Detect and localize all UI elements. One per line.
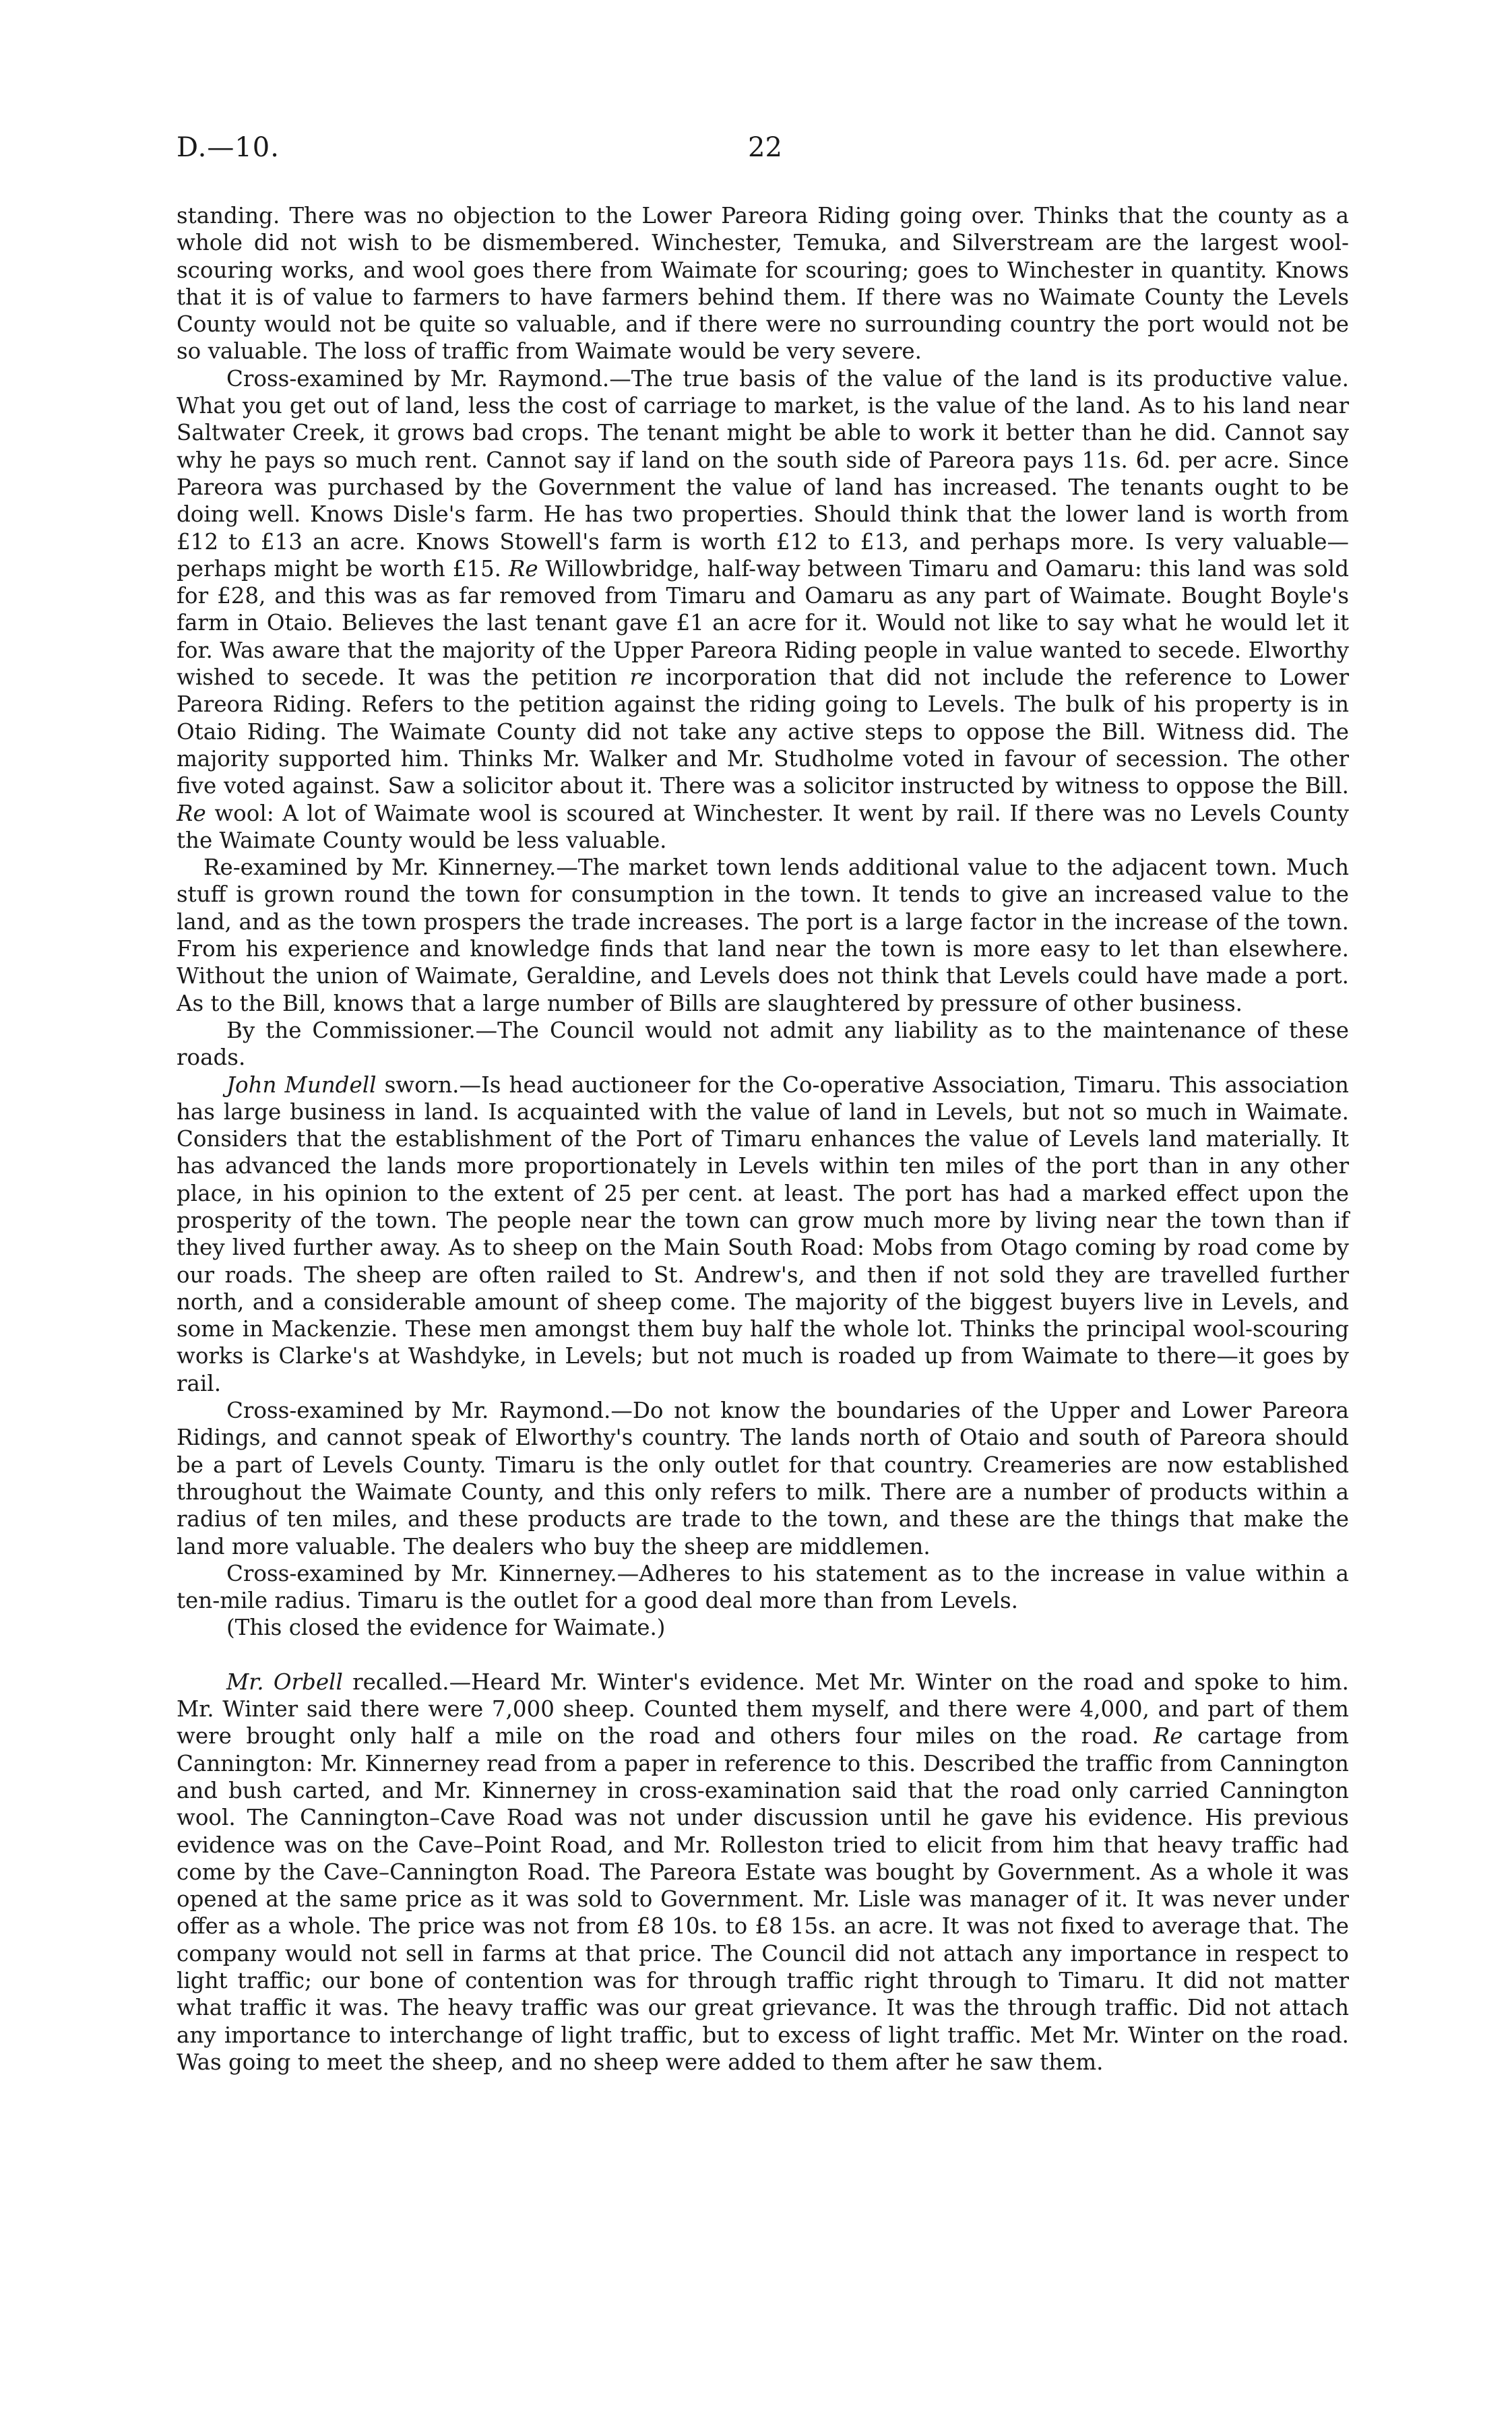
body-text [177, 202, 1349, 2076]
page-header [177, 132, 1356, 173]
italic-text: John Mundell [226, 1072, 377, 1098]
paragraph [177, 202, 1349, 365]
paragraph [177, 1072, 1349, 1398]
text-run: Cross-examined by Mr. Kinnerney.—Adheres to his statement as to the increase in value within a ten-mile radius. Timaru is the outlet for a good deal more than from Levels. [177, 1560, 1349, 1614]
text-run: (This closed the evidence for Waimate.) [226, 1615, 666, 1641]
document-code: D.—10. [177, 132, 280, 163]
italic-text: Re [177, 800, 206, 826]
text-run: cartage from Cannington: Mr. Kinnerney read from a paper in reference to this. Described the traffic from Cannington and bush carted, and Mr. Kinnerney in cross-examination said that the road only carried Cannington wool. The Cannington–Cave Road was not under discussion until he gave his evidence. His previous evidence was on the Cave–Point Road, and Mr. Rolleston tried to elicit from him that heavy traffic had come by the Cave–Cannington Road. The Pareora Estate was bought by Government. As a whole it was opened at the same price as it was sold to Government. Mr. Lisle was manager of it. It was never under offer as a whole. The price was not from £8 10s. to £8 15s. an acre. It was not fixed to average that. The company would not sell in farms at that price. The Council did not attach any importance in respect to light traffic; our bone of contention was for through traffic right through to Timaru. It did not matter what traffic it was. The heavy traffic was our great grievance. It was the through traffic. Did not attach any importance to interchange of light traffic, but to excess of light traffic. Met Mr. Winter on the road. Was going to meet the sheep, and no sheep were added to them after he saw them. [177, 1723, 1349, 2075]
italic-text: Re [1153, 1723, 1183, 1749]
paragraph [177, 1560, 1349, 1615]
text-run: wool: A lot of Waimate wool is scoured at Winchester. It went by rail. If there was no Levels County the Waimate County would be less valuable. [177, 800, 1349, 853]
text-run: recalled.—Heard Mr. Winter's evidence. Met Mr. Winter on the road and spoke to him. Mr. Winter said there were 7,000 sheep. Counted them myself, and there were 4,000, and part of them were brought only half a mile on the road and others four miles on the road. [177, 1669, 1349, 1749]
italic-text: re [629, 664, 654, 691]
paragraph [177, 365, 1349, 854]
paragraph [177, 1614, 1349, 1641]
text-run: Cross-examined by Mr. Raymond.—The true basis of the value of the land is its productive value. What you get out of land, less the cost of carriage to market, is the value of the land. As to his land near Saltwater Creek, it grows bad crops. The tenant might be able to work it better than he did. Cannot say why he pays so much rent. Cannot say if land on the south side of Pareora pays 11s. 6d. per acre. Since Pareora was purchased by the Government the value of land has increased. The tenants ought to be doing well. Knows Disle's farm. He has two properties. Should think that the lower land is worth from £12 to £13 an acre. Knows Stowell's farm is worth £12 to £13, and perhaps more. Is very valuable—perhaps might be worth £15. [177, 365, 1349, 582]
page-number: 22 [748, 132, 782, 163]
text-run: sworn.—Is head auctioneer for the Co-operative Association, Timaru. This association has large business in land. Is acquainted with the value of land in Levels, but not so much in Waimate. Considers that the establishment of the Port of Timaru enhances the value of Levels land materially. It has advanced the lands more proportionately in Levels within ten miles of the port than in any other place, in his opinion to the extent of 25 per cent. at least. The port has had a marked effect upon the prosperity of the town. The people near the town can grow much more by living near the town than if they lived further away. As to sheep on the Main South Road: Mobs from Otago coming by road come by our roads. The sheep are often railed to St. Andrew's, and then if not sold they are travelled further north, and a considerable amount of sheep come. The majority of the biggest buyers live in Levels, and some in Mackenzie. These men amongst them buy half the whole lot. Thinks the principal wool-scouring works is Clarke's at Washdyke, in Levels; but not much is roaded up from Waimate to there—it goes by rail. [177, 1072, 1349, 1396]
text-run: standing. There was no objection to the Lower Pareora Riding going over. Thinks that the county as a whole did not wish to be dismembered. Winchester, Temuka, and Silverstream are the largest wool-scouring works, and wool goes there from Waimate for scouring; goes to Winchester in quantity. Knows that it is of value to farmers to have farmers behind them. If there was no Waimate County the Levels County would not be quite so valuable, and if there were no surrounding country the port would not be so valuable. The loss of traffic from Waimate would be very severe. [177, 203, 1349, 365]
text-run: Cross-examined by Mr. Raymond.—Do not know the boundaries of the Upper and Lower Pareora Ridings, and cannot speak of Elworthy's country. The lands north of Otaio and south of Pareora should be a part of Levels County. Timaru is the only outlet for that country. Creameries are now established throughout the Waimate County, and this only refers to milk. There are a number of products within a radius of ten miles, and these products are trade to the town, and these are the things that make the land more valuable. The dealers who buy the sheep are middlemen. [177, 1398, 1349, 1559]
paragraph [177, 1397, 1349, 1560]
paragraph [177, 1017, 1349, 1072]
paragraph [177, 1669, 1349, 2076]
paragraph [177, 854, 1349, 1017]
italic-text: Re [508, 555, 538, 582]
text-run: Re-examined by Mr. Kinnerney.—The market town lends additional value to the adjacent town. Much stuff is grown round the town for consumption in the town. It tends to give an increased value to the land, and as the town prospers the trade increases. The port is a large factor in the increase of the town. From his experience and knowledge finds that land near the town is more easy to let than elsewhere. Without the union of Waimate, Geraldine, and Levels does not think that Levels could have made a port. As to the Bill, knows that a large number of Bills are slaughtered by pressure of other business. [177, 855, 1349, 1016]
text-run: incorporation that did not include the reference to Lower Pareora Riding. Refers to the petition against the riding going to Levels. The bulk of his property is in Otaio Riding. The Waimate County did not take any active steps to oppose the Bill. Witness did. The majority supported him. Thinks Mr. Walker and Mr. Studholme voted in favour of secession. The other five voted against. Saw a solicitor about it. There was a solicitor instructed by witness to oppose the Bill. [177, 664, 1349, 799]
italic-text: Mr. Orbell [226, 1669, 343, 1695]
text-run: By the Commissioner.—The Council would not admit any liability as to the maintenance of these roads. [177, 1017, 1349, 1071]
text-run: Willowbridge, half-way between Timaru and Oamaru: this land was sold for £28, and this was as far removed from Timaru and Oamaru as any part of Waimate. Bought Boyle's farm in Otaio. Believes the last tenant gave £1 an acre for it. Would not like to say what he would let it for. Was aware that the majority of the Upper Pareora Riding people in value wanted to secede. Elworthy wished to secede. It was the petition [177, 555, 1350, 691]
